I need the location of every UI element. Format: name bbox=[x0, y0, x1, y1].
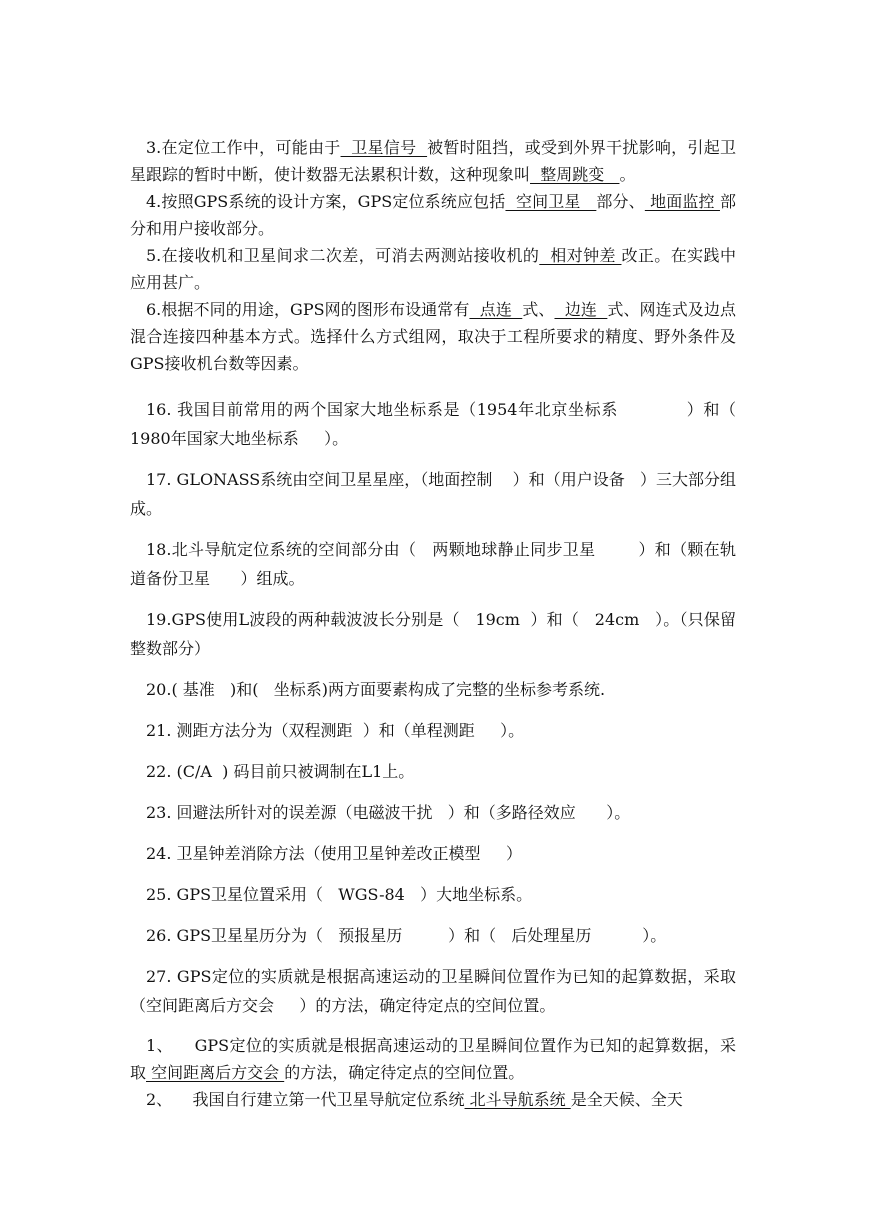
question-20: 20.( 基准 )和( 坐标系)两方面要素构成了完整的坐标参考系统. bbox=[146, 680, 606, 699]
question-25: 25. GPS卫星位置采用（ WGS-84 ）大地坐标系。 bbox=[146, 885, 533, 904]
question-6-text: 式、 bbox=[522, 300, 555, 319]
numbered-item-2-text: 是全天候、全天 bbox=[570, 1090, 683, 1109]
fill-blank-group-b bbox=[130, 1032, 736, 1113]
numbered-item-1 bbox=[130, 1032, 736, 1086]
answer-blank: 空间距离后方交会 bbox=[146, 1063, 285, 1082]
question-3 bbox=[130, 134, 736, 188]
numbered-item-1-text: 1、 GPS定位的实质就是根据高速运动的卫星瞬间位置作为已知的起算数据，采取 bbox=[130, 1036, 736, 1082]
answer-blank: 相对钟差 bbox=[539, 246, 622, 265]
numbered-item-2 bbox=[130, 1086, 736, 1113]
question-6-text: 6.根据不同的用途，GPS网的图形布设通常有 bbox=[146, 300, 470, 319]
answer-blank: 北斗导航系统 bbox=[464, 1090, 571, 1109]
answer-blank: 点连 bbox=[469, 300, 523, 319]
question-3-text: 被暂时阻挡，或受到外界干扰影响，引起卫星跟踪的暂时中断，使计数器无法累积计数，这种现象叫 bbox=[130, 138, 736, 184]
answer-blank: 边连 bbox=[554, 300, 608, 319]
question-4-text: 4.按照GPS系统的设计方案，GPS定位系统应包括 bbox=[146, 192, 506, 211]
question-3-text: 。 bbox=[619, 165, 636, 184]
question-22: 22. (C/A ) 码目前只被调制在L1上。 bbox=[146, 762, 415, 781]
question-26: 26. GPS卫星星历分为（ 预报星历 ）和（ 后处理星历 ）。 bbox=[146, 926, 667, 945]
answer-blank: 卫星信号 bbox=[340, 138, 428, 157]
numbered-item-2-text: 2、 我国自行建立第一代卫星导航定位系统 bbox=[146, 1090, 465, 1109]
question-4-text: 部分、 bbox=[596, 192, 645, 211]
question-4 bbox=[130, 188, 736, 242]
question-23: 23. 回避法所针对的误差源（电磁波干扰 ）和（多路径效应 ）。 bbox=[146, 803, 631, 822]
answer-blank: 空间卫星 bbox=[505, 192, 597, 211]
question-list bbox=[130, 134, 767, 1113]
question-4-text: 部分和用户接收部分。 bbox=[130, 192, 736, 238]
numbered-item-1-text: 的方法，确定待定点的空间位置。 bbox=[284, 1063, 525, 1082]
question-19: 19.GPS使用L波段的两种载波波长分别是（ 19cm ）和（ 24cm ）。（只保留整数部分） bbox=[130, 610, 736, 658]
answer-blank: 地面监控 bbox=[644, 192, 720, 211]
question-5 bbox=[130, 242, 736, 296]
question-5-text: 改正。在实践中应用甚广。 bbox=[130, 246, 736, 292]
question-17: 17. GLONASS系统由空间卫星星座，（地面控制 ）和（用户设备 ）三大部分组成。 bbox=[130, 470, 736, 518]
question-5-text: 5.在接收机和卫星间求二次差，可消去两测站接收机的 bbox=[146, 246, 540, 265]
answer-blank: 整周跳变 bbox=[530, 165, 620, 184]
question-16: 16. 我国目前常用的两个国家大地坐标系是（1954年北京坐标系 ）和（ 1980年国家大地坐标系 ）。 bbox=[130, 400, 767, 448]
question-24: 24. 卫星钟差消除方法（使用卫星钟差改正模型 ） bbox=[146, 844, 522, 863]
question-27: 27. GPS定位的实质就是根据高速运动的卫星瞬间位置作为已知的起算数据，采取（空间距离后方交会 ）的方法，确定待定点的空间位置。 bbox=[130, 967, 736, 1015]
question-3-text: 3.在定位工作中，可能由于 bbox=[146, 138, 341, 157]
question-21: 21. 测距方法分为（双程测距 ）和（单程测距 ）。 bbox=[146, 721, 525, 740]
fill-blank-group-a bbox=[130, 134, 736, 377]
question-6 bbox=[130, 296, 736, 377]
question-6-text: 式、网连式及边点混合连接四种基本方式。选择什么方式组网，取决于工程所要求的精度、野外条件及GPS接收机台数等因素。 bbox=[130, 300, 736, 373]
question-18: 18.北斗导航定位系统的空间部分由（ 两颗地球静止同步卫星 ）和（颗在轨道备份卫星 ）组成。 bbox=[130, 540, 736, 588]
